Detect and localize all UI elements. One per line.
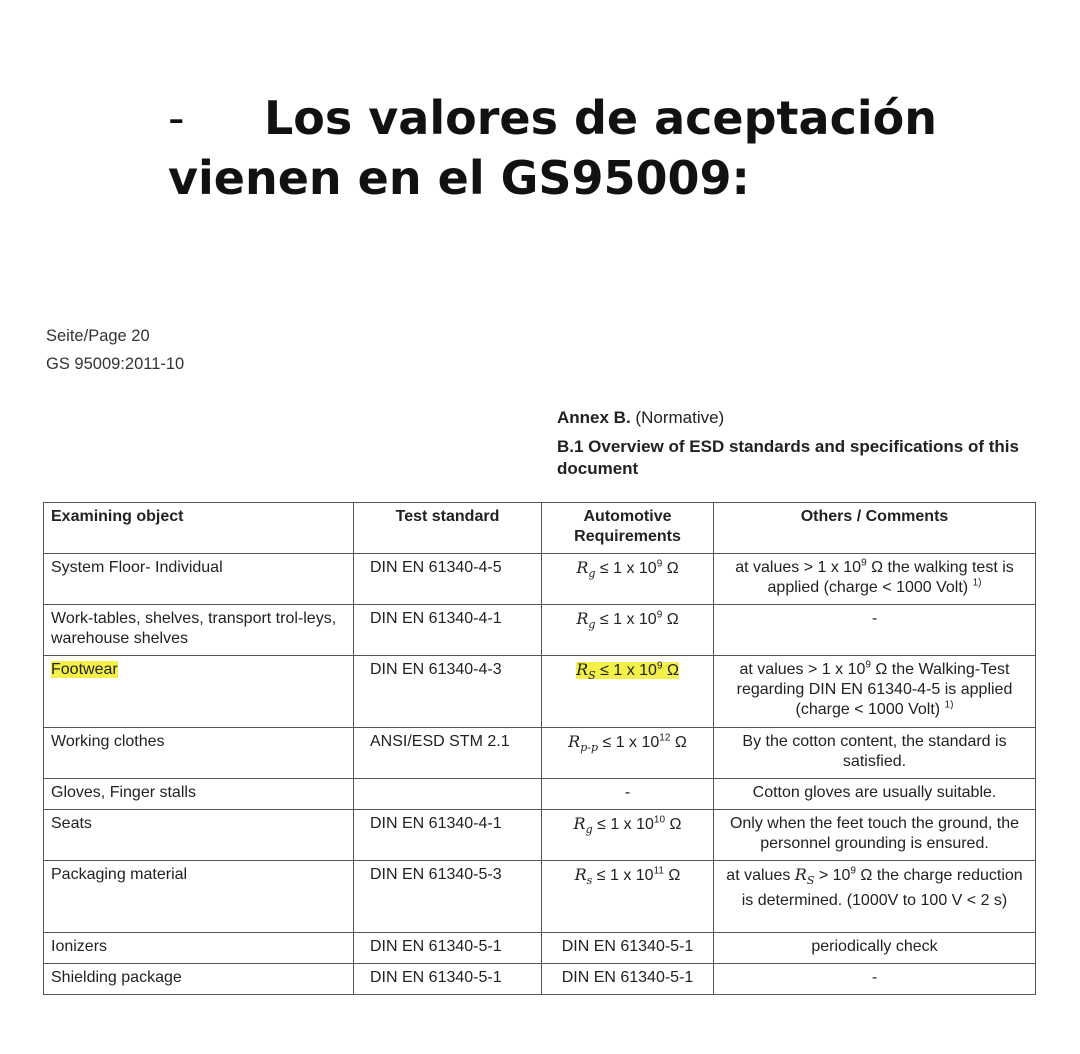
standard-text: DIN EN 61340-5-1 [370,938,502,955]
document-scan [0,318,1080,1018]
cell-comment [714,554,1036,605]
cell-object [44,810,354,861]
cell-requirement [542,964,714,995]
cell-requirement [542,554,714,605]
requirement-text: DIN EN 61340-5-1 [561,969,694,986]
comment-text: Cotton gloves are usually suitable. [752,784,997,801]
object-text: Gloves, Finger stalls [51,784,196,801]
comment-text: By the cotton content, the standard is satisfied. [742,733,1007,770]
page-number: Seite/Page 20 [46,327,150,345]
table-row [44,656,1036,728]
page-meta [46,322,184,378]
comment-text: - [871,969,878,986]
cell-object [44,605,354,656]
table-row [44,728,1036,779]
cell-requirement [542,810,714,861]
cell-requirement [542,605,714,656]
esd-standards-table [43,502,1036,995]
comment-text: at values $R_S > 10^9$ Ω the charge reduction is determined. (1000V to 100 V < 2 s) [726,865,1023,909]
cell-comment [714,861,1036,933]
standard-text: DIN EN 61340-4-1 [370,815,502,832]
comment-text: Only when the feet touch the ground, the personnel grounding is ensured. [729,815,1020,852]
cell-standard [354,728,542,779]
heading-dash: - [168,91,185,145]
cell-object [44,554,354,605]
table-row [44,554,1036,605]
object-text: Seats [51,815,92,832]
table-header-row [44,503,1036,554]
cell-comment [714,605,1036,656]
requirement-text: $R_S \le 1$ x $10^9$ Ω [576,660,679,682]
cell-standard [354,810,542,861]
requirement-text: DIN EN 61340-5-1 [561,938,694,955]
object-text: Working clothes [51,733,165,750]
cell-standard [354,656,542,728]
comment-text: at values > 1 x $10^9$ Ω the walking test is applied (charge < 1000 Volt) $^{1)}$ [735,557,1014,596]
cell-object [44,861,354,933]
cell-object [44,964,354,995]
annex-type: (Normative) [635,408,725,427]
object-text: Footwear [51,661,118,678]
standard-text: DIN EN 61340-4-1 [370,610,502,627]
cell-requirement [542,933,714,964]
standard-text: DIN EN 61340-5-3 [370,866,502,883]
comment-text: periodically check [811,938,938,955]
annex-label: Annex B. [557,408,631,427]
cell-requirement [542,728,714,779]
column-header: Test standard [354,503,542,554]
table-row [44,810,1036,861]
cell-standard [354,554,542,605]
heading-text: Los valores de aceptación vienen en el GS95009: [168,91,937,205]
cell-requirement [542,779,714,810]
cell-comment [714,933,1036,964]
comment-text: - [871,610,878,627]
cell-requirement [542,861,714,933]
object-text: Packaging material [51,866,188,883]
requirement-text: $R_{p-p} \le 1$ x $10^{12}$ Ω [568,732,687,754]
object-text: System Floor- Individual [51,559,223,576]
document-id: GS 95009:2011-10 [46,355,185,373]
cell-standard [354,605,542,656]
cell-comment [714,728,1036,779]
standard-text: DIN EN 61340-4-3 [370,661,502,678]
annex-header [557,404,1037,480]
table-row [44,861,1036,933]
cell-object [44,728,354,779]
comment-text: at values > 1 x $10^9$ Ω the Walking-Test regarding DIN EN 61340-4-5 is applied (charge < 1000 Volt) $^{1)}$ [736,659,1013,718]
requirement-text: $R_g \le 1$ x $10^9$ Ω [576,558,679,580]
column-header: Automotive Requirements [542,503,714,554]
standard-text: DIN EN 61340-4-5 [370,559,502,576]
annex-title [557,404,1037,432]
standard-text: DIN EN 61340-5-1 [370,969,502,986]
cell-standard [354,779,542,810]
cell-standard [354,861,542,933]
cell-object [44,933,354,964]
object-text: Ionizers [51,938,108,955]
cell-object [44,779,354,810]
section-title: B.1 Overview of ESD standards and specifications of this document [557,437,1019,478]
column-header: Examining object [44,503,354,554]
table-body [44,554,1036,995]
cell-requirement [542,656,714,728]
cell-object [44,656,354,728]
table-row [44,933,1036,964]
requirement-text: $R_g \le 1$ x $10^{10}$ Ω [573,814,682,836]
cell-comment [714,810,1036,861]
table-row [44,779,1036,810]
cell-comment [714,779,1036,810]
object-text: Shielding package [51,969,182,986]
requirement-text: - [624,784,631,801]
cell-standard [354,964,542,995]
object-text: Work-tables, shelves, transport trol-leys, warehouse shelves [51,610,337,647]
cell-comment [714,656,1036,728]
cell-comment [714,964,1036,995]
column-header: Others / Comments [714,503,1036,554]
requirement-text: $R_g \le 1$ x $10^9$ Ω [576,609,679,631]
table-row [44,605,1036,656]
table-row [44,964,1036,995]
slide-heading [168,88,1048,208]
standard-text: ANSI/ESD STM 2.1 [370,733,510,750]
cell-standard [354,933,542,964]
requirement-text: $R_s \le 1$ x $10^{11}$ Ω [574,865,681,887]
